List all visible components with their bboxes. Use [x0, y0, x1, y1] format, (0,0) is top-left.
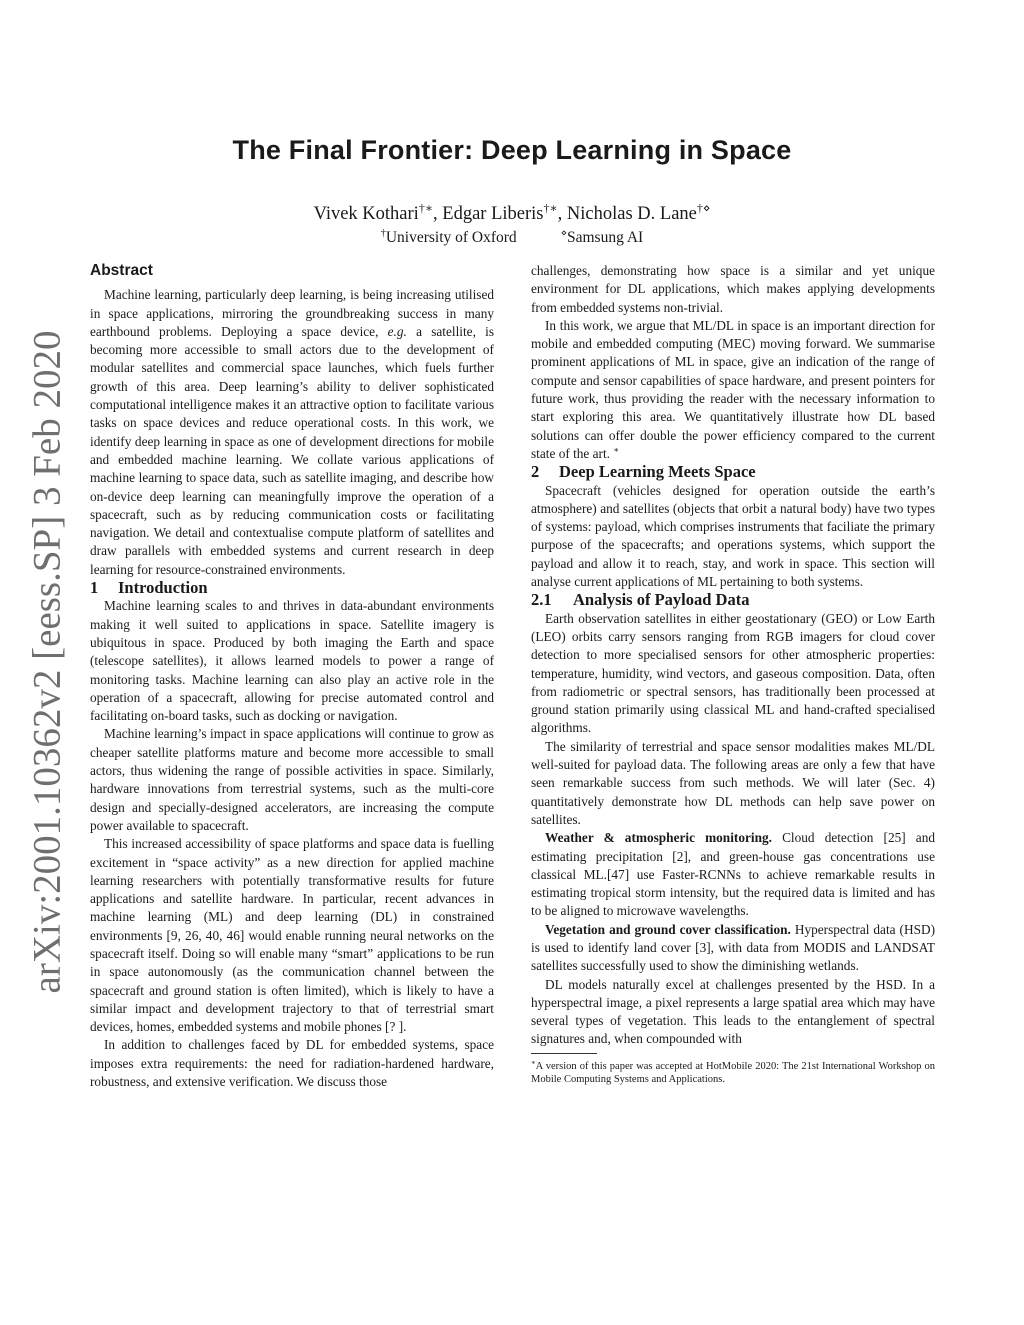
subsection-heading-payload-data [531, 591, 935, 609]
affiliation-name: Samsung AI [567, 229, 644, 246]
paragraph [531, 317, 935, 463]
left-column [90, 262, 494, 1091]
arxiv-identifier: arXiv:2001.10362v2 [eess.SP] 3 Feb 2020 [25, 330, 69, 994]
author-separator: , [433, 204, 443, 224]
author-mark: †⋄ [696, 200, 711, 215]
paragraph: This increased accessibility of space platforms and space data is fuelling excitement in “space activity” as a new direction for applied machine learning researchers with potentially transformative results for future applications and satellite hardware. In particular, recent advances in machine learning (ML) and deep learning (DL) in constrained environments [9, 26, 40, 46] would enable running neural networks on the spacecraft itself. Doing so will enable many “smart” applications to be run in space autonomously (as the communication channel between the spacecraft and ground station is often limited), which is likely to have a similar impact and development trajectory to that of terrestrial smart devices, homes, embedded systems and mobile phones [? ]. [90, 836, 494, 1035]
section-heading-introduction [90, 579, 494, 597]
affiliation-mark: † [380, 227, 386, 239]
affiliation-name: University of Oxford [385, 229, 517, 246]
footnote-mark: ∗ [531, 1059, 536, 1067]
author-separator: , [557, 204, 567, 224]
section-title: Introduction [118, 578, 208, 598]
paragraph-lead: Weather & atmospheric monitoring. [545, 830, 772, 846]
paragraph-text: In this work, we argue that ML/DL in space is an important direction for mobile and embedded computing (MEC) moving forward. We summarise prominent applications of ML in space, give an indication of the range of compute and sensor capabilities of space hardware, and present pointers for future work, thus providing the reader with the necessary information to start exploring this area. We quantitatively illustrate how DL based solutions can offer double the power efficiency compared to the current state of the art. [531, 317, 935, 461]
paragraph: Spacecraft (vehicles designed for operation outside the earth’s atmosphere) and satellites (objects that orbit a natural body) have two types of systems: payload, which comprises instruments that faciliate the primary purpose of the spacecrafts; and operations systems, which support the payload and allow it to reach, stay, and work in space. This section will analyse current applications of ML pertaining to both systems. [531, 482, 935, 590]
abstract-text [90, 286, 494, 579]
affiliation-mark: ⋄ [560, 227, 567, 239]
section-number: 1 [90, 578, 99, 598]
author-list [90, 200, 934, 225]
author-mark: †∗ [418, 200, 434, 215]
paragraph [531, 921, 935, 976]
paragraph-text: Cloud detection [25] and estimating precipitation [2], and green-house gas concentrations use classical ML.[47] use Faster-RCNNs to achieve remarkable results in estimating tropical storm intensity, but the required data is limited and has to be aligned to microwave wavelengths. [531, 830, 936, 919]
abstract-heading: Abstract [90, 262, 153, 279]
subsection-title: Analysis of Payload Data [573, 590, 750, 610]
section-number: 2 [531, 462, 540, 482]
paragraph: In addition to challenges faced by DL for embedded systems, space imposes extra requirements: the need for radiation-hardened hardware, robustness, and extensive verification. We discuss those [90, 1037, 494, 1090]
footnote-mark: ∗ [613, 444, 620, 455]
paragraph-lead: Vegetation and ground cover classification. [545, 921, 791, 937]
paragraph-text: Hyperspectral data (HSD) is used to identify land cover [3], with data from MODIS and LANDSAT satellites successfully used to show the diminishing wetlands. [531, 921, 935, 974]
paper-title: The Final Frontier: Deep Learning in Space [232, 135, 792, 165]
paragraph: The similarity of terrestrial and space sensor modalities makes ML/DL well-suited for payload data. The following areas are only a few that have seen remarkable success from such methods. We will later (Sec. 4) quantitatively demonstrate how DL methods can help save power on satellites. [531, 738, 935, 827]
paragraph: Machine learning scales to and thrives in data-abundant environments making it well suited to applications in space. Satellite imagery is ubiquitous in space. Produced by both imaging the Earth and space (telescope satellites), it allows learned models to power a range of monitoring tasks. Machine learning can also play an active role in the operation of a spacecraft, allowing for precise automated control and facilitating on-board tasks, such as docking or navigation. [90, 598, 494, 724]
right-column [531, 262, 935, 1087]
section-heading-deep-learning-meets-space [531, 463, 935, 481]
author-name: Vivek Kothari [313, 204, 419, 224]
section-title: Deep Learning Meets Space [559, 462, 756, 482]
author-name: Edgar Liberis [442, 204, 544, 224]
footnote-text: A version of this paper was accepted at HotMobile 2020: The 21st International Workshop on Mobile Computing Systems and Applications. [531, 1060, 935, 1086]
abstract-text-part: Machine learning, particularly deep learning, is being increasing utilised in space applications, mirroring the groundbreaking success in many earthbound problems. Deploying a space device, [90, 287, 494, 339]
paragraph: Earth observation satellites in either geostationary (GEO) or Low Earth (LEO) orbits carry sensors ranging from RGB imagers for cloud cover detection to more specialised sensors for other atmospheric properties: temperature, humidity, wind vectors, and gaseous composition. Data, often from radiometric or spectral sensors, has traditionally been processed at ground station primarily using classical ML and hand-crafted specialised algorithms. [531, 610, 935, 736]
paragraph [531, 829, 935, 920]
subsection-number: 2.1 [531, 590, 552, 610]
author-mark: †∗ [543, 200, 558, 215]
abstract-eg: e.g. [387, 323, 407, 339]
paragraph: Machine learning’s impact in space applications will continue to grow as cheaper satellite platforms mature and become more accessible to small actors, thus widening the range of possible activities in space. Similarly, hardware innovations from terrestrial systems, such as the multi-core design and specially-designed accelerators, are increasing the compute power available to spacecraft. [90, 726, 494, 833]
footnote [531, 1060, 935, 1087]
paragraph: challenges, demonstrating how space is a similar and yet unique environment for DL applications, which makes applying developments from embedded systems non-trivial. [531, 263, 935, 315]
footnote-divider [531, 1053, 597, 1054]
affiliations [90, 229, 934, 247]
abstract-text-part: a satellite, is becoming more accessible to small actors due to the development of modular satellites and commercial space launches, which fuels further growth of this area. Deep learning’s ability to deliver sophisticated computational intelligence makes it an attractive option to facilitate various tasks on space devices and reduce operational costs. In this work, we identify deep learning in space as one of development directions for mobile and embedded machine learning. We collate various applications of machine learning to space data, such as satellite imaging, and describe how on-device deep learning can meaningfully improve the operation of a spacecraft, such as by reducing communication costs or facilitating navigation. We detail and contextualise compute platform of satellites and draw parallels with embedded systems and current research in deep learning for resource-constrained environments. [90, 323, 494, 577]
paragraph: DL models naturally excel at challenges presented by the HSD. In a hyperspectral image, a pixel represents a large spatial area which may have several types of vegetation. This leads to the entanglement of spectral signatures and, when compounded with [531, 976, 935, 1047]
author-name: Nicholas D. Lane [566, 204, 697, 224]
